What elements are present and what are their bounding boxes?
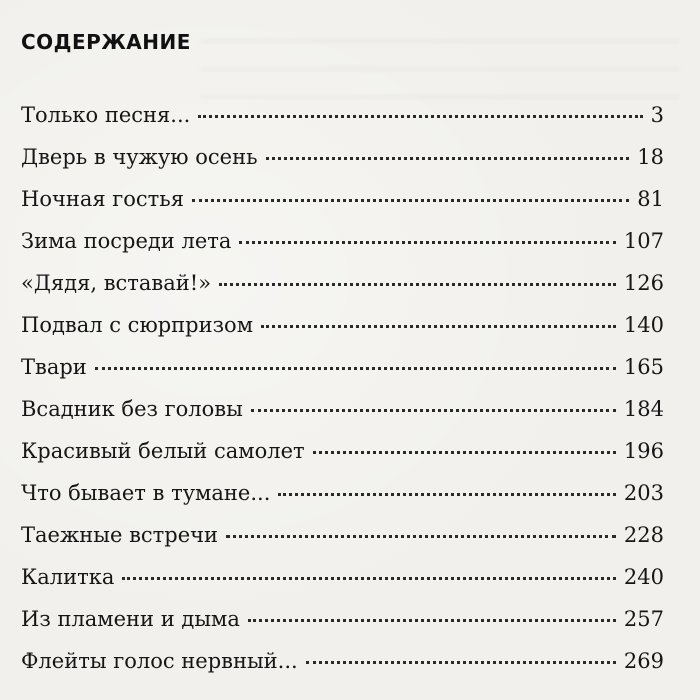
toc-entry [21, 430, 664, 472]
dot-leader [313, 451, 616, 454]
dot-leader [226, 535, 616, 538]
toc-entry-page: 240 [623, 565, 664, 589]
toc-entry-page: 126 [623, 271, 664, 295]
toc-entry [21, 598, 664, 640]
toc-entry-title: Флейты голос нервный... [21, 649, 298, 673]
toc-entry [21, 220, 664, 262]
toc-entry-title: Дверь в чужую осень [21, 145, 258, 169]
toc-entry [21, 136, 664, 178]
toc-entry-page: 228 [623, 523, 664, 547]
toc-entry [21, 472, 664, 514]
toc-entry-title: Красивый белый самолет [21, 439, 305, 463]
toc-entry [21, 388, 664, 430]
toc-entry [21, 640, 664, 682]
bleed-through-texture [200, 18, 680, 98]
toc-entry-title: Подвал с сюрпризом [21, 313, 254, 337]
dot-leader [261, 325, 616, 328]
dot-leader [192, 199, 629, 202]
dot-leader [278, 493, 616, 496]
toc-entry [21, 262, 664, 304]
page-title: СОДЕРЖАНИЕ [21, 30, 191, 54]
toc-entry-title: Всадник без головы [21, 397, 243, 421]
dot-leader [266, 157, 630, 160]
toc-entry [21, 514, 664, 556]
toc-entry-page: 196 [623, 439, 664, 463]
dot-leader [306, 661, 616, 664]
toc-entry-page: 3 [650, 103, 664, 127]
toc-entry-page: 257 [623, 607, 664, 631]
dot-leader [95, 367, 616, 370]
toc-entry-title: Твари [21, 355, 87, 379]
toc-entry-page: 107 [623, 229, 664, 253]
toc-entry-page: 203 [623, 481, 664, 505]
toc-entry [21, 94, 664, 136]
toc-entry-title: Таежные встречи [21, 523, 219, 547]
toc-entry-page: 184 [623, 397, 664, 421]
toc-entry [21, 178, 664, 220]
toc-entry [21, 556, 664, 598]
toc-entry-title: Что бывает в тумане... [21, 481, 271, 505]
toc-entry-title: Калитка [21, 565, 115, 589]
toc-entry-title: Из пламени и дыма [21, 607, 240, 631]
toc-entry-page: 81 [637, 187, 664, 211]
toc-entry [21, 346, 664, 388]
dot-leader [248, 619, 616, 622]
toc-entry-page: 140 [623, 313, 664, 337]
dot-leader [198, 115, 642, 118]
dot-leader [219, 283, 616, 286]
table-of-contents [21, 94, 664, 682]
dot-leader [239, 241, 616, 244]
toc-entry-title: Ночная гостья [21, 187, 184, 211]
toc-entry-title: Только песня... [21, 103, 191, 127]
toc-entry-title: «Дядя, вставай!» [21, 271, 212, 295]
toc-entry-page: 269 [623, 649, 664, 673]
dot-leader [251, 409, 616, 412]
dot-leader [122, 577, 616, 580]
toc-entry-page: 165 [623, 355, 664, 379]
toc-entry-page: 18 [637, 145, 664, 169]
toc-entry-title: Зима посреди лета [21, 229, 232, 253]
toc-entry [21, 304, 664, 346]
